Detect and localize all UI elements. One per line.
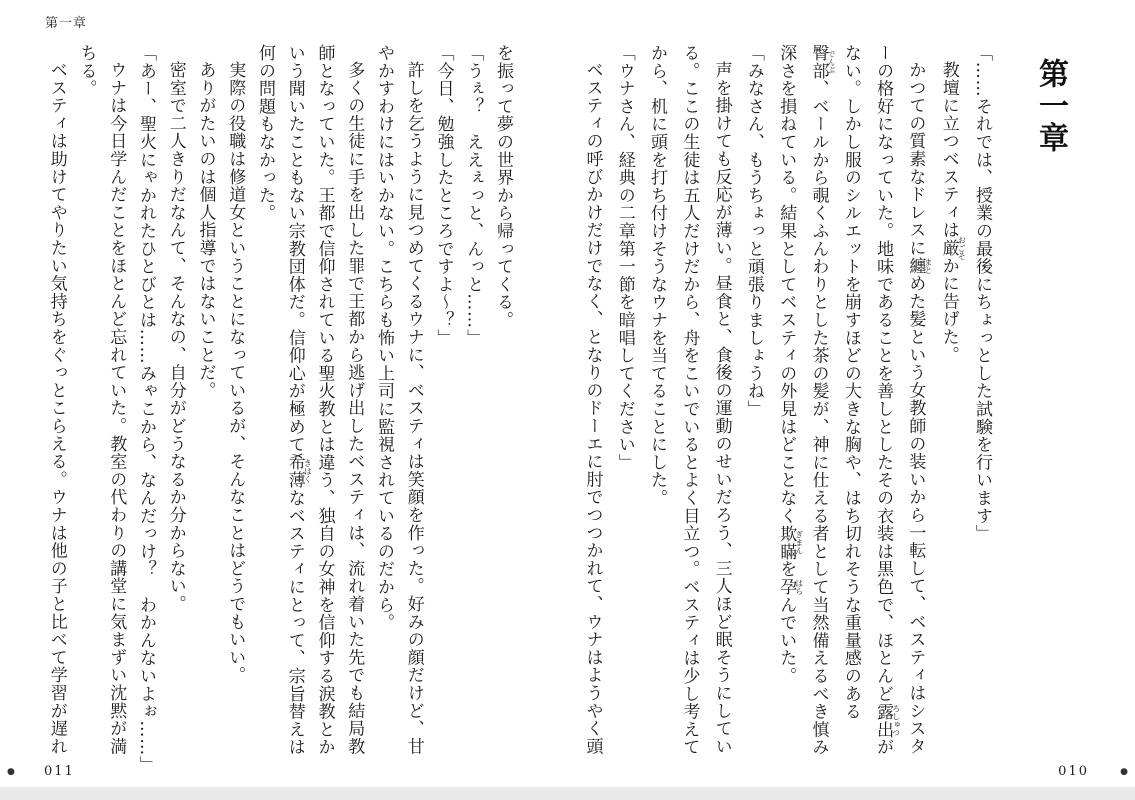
ruby-annotated-word: 欺瞞ぎまん (776, 524, 804, 561)
paragraph: 「……それでは、授業の最後にちょっとした試験を行います」 (972, 44, 992, 543)
page-marker-dot-icon: ● (1120, 767, 1128, 777)
paragraph: 「あー、聖火にゃかれたひとびとは……みゃこから、なんだっけ？ わかんないよぉ……」 (136, 44, 156, 774)
page-edge-shadow (0, 787, 1135, 800)
ruby-annotated-word: 露出ろしゅつ (873, 702, 901, 739)
paragraph: 声を掛けても反応が薄い。昼食と、食後の運動のせいだろう、三人ほど眠そうにしている。ここの生徒は五人だけだから、舟をこいでいるとよく目立つ。ベスティは少し考えてから、机に頭を打ち付けそうなウナを当てることにした。 (647, 44, 732, 756)
paragraph: 「今日、勉強したところですよ〜？」 (433, 44, 454, 347)
ruby-annotated-word: 孕はら (776, 578, 804, 596)
chapter-title: 第一章 (1033, 58, 1068, 154)
paragraph: を振って夢の世界から帰ってくる。 (493, 44, 513, 329)
paragraph: 「みなさん、もうちょっと頑張りましょうね」 (743, 44, 764, 418)
paragraph: 「ウナさん、経典の二章第一節を暗唱してください」 (614, 44, 635, 472)
paragraph: 「うぇ？ ええぇっと、んっと……」 (463, 44, 484, 347)
paragraph: 許しを乞うように見つめてくるウナに、ベスティは笑顔を作った。好みの顔だけど、甘やかすわけにはいかない。こちらも怖い上司に監視されているのだから。 (374, 44, 424, 756)
running-header: 第一章 (45, 16, 88, 31)
page-number-right: 010 (1058, 764, 1089, 779)
paragraph: 教壇に立つベスティは厳おごそかに告げた。 (938, 61, 967, 364)
paragraph: 多くの生徒に手を出した罪で王都から逃げ出したベスティは、流れ着いた先でも結局教師となっていた。王都で信仰されている聖火教とは違う、独自の女神を信仰する涙教とかいう聞いたこともない宗教団体だ。信仰心が極めて希薄きはくなベスティにとって、宗旨替えは何の問題もなかった。 (255, 44, 365, 757)
ruby-annotated-word: 厳おごそ (938, 235, 967, 260)
paragraph: かつての質素なドレスに纏まとめた髪という女教師の装いから一転して、ベスティはシスターの格好になっていた。地味であることを善しとしたその衣装は黒色で、ほとんど露出ろしゅつがない。しかし服のシルエットを崩すほどの大きな胸や、はち切れそうな重量感のある臀部でんぶ、ベールから覗くふんわりとした茶の髪が、神に仕える者として当然備えるべき慎み深さを損ねている。結果としてベスティの外見はどことなく欺瞞ぎまんを孕はらんでいた。 (776, 44, 933, 757)
ruby-annotated-word: 纏まと (905, 256, 933, 275)
paragraph: ウナは今日学んだことをほとんど忘れていた。教室の代わりの講堂に気まずい沈黙が満ちる。 (76, 44, 127, 756)
paragraph: ベスティは助けてやりたい気持ちをぐっとこらえる。ウナは他の子と比べて学習が遅れ (46, 61, 67, 756)
right-page-body (576, 44, 998, 766)
paragraph: ありがたいのは個人指導ではないことだ。 (195, 61, 216, 400)
ruby-annotated-word: 希薄きはく (284, 453, 313, 490)
paragraph: 実際の役職は修道女ということになっているが、そんなことはどうでもいい。 (225, 61, 246, 684)
page-number-left: 011 (44, 764, 75, 779)
paragraph: ベスティの呼びかけだけでなく、となりのドーエに肘でつつかれて、ウナはようやく頭 (582, 61, 603, 756)
paragraph: 密室で二人きりだなんて、そんなの、自分がどうなるか分からない。 (165, 61, 186, 613)
ruby-annotated-word: 臀部でんぶ (808, 44, 837, 80)
page-marker-dot-icon: ● (7, 767, 15, 777)
